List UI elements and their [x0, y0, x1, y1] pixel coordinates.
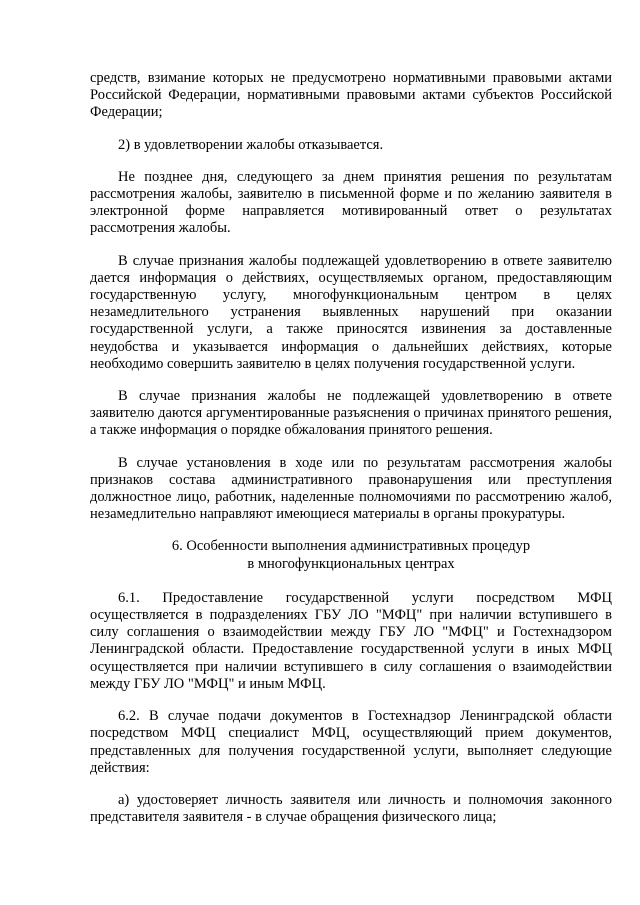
- document-page: [90, 70, 612, 841]
- section-heading: [90, 538, 612, 572]
- section-heading-line-2: в многофункциональных центрах: [247, 555, 455, 572]
- paragraph-prosecutor: В случае установления в ходе или по результатам рассмотрения жалобы признаков состава административного правонарушения или преступления должностное лицо, работник, наделенные полномочиями по рассмотрению жалоб, незамедлительно направляют имеющиеся материалы в органы прокуратуры.: [90, 454, 612, 523]
- paragraph-deadline: Не позднее дня, следующего за днем принятия решения по результатам рассмотрения жалобы, заявителю в письменной форме и по желанию заявителя в электронной форме направляется мотивированный ответ о результатах рассмотрения жалобы.: [90, 168, 612, 237]
- section-heading-line-1: 6. Особенности выполнения административных процедур: [171, 538, 531, 555]
- paragraph-not-satisfied: В случае признания жалобы не подлежащей удовлетворению в ответе заявителю даются аргументированные разъяснения о причинах принятого решения, а также информация о порядке обжалования принятого решения.: [90, 388, 612, 439]
- paragraph-6-2-a: а) удостоверяет личность заявителя или личность и полномочия законного представителя заявителя - в случае обращения физического лица;: [90, 791, 612, 826]
- paragraph-6-2: 6.2. В случае подачи документов в Гостехнадзор Ленинградской области посредством МФЦ специалист МФЦ, осуществляющий прием документов, представленных для получения государственной услуги, выполняет следующие действия:: [90, 708, 612, 776]
- paragraph-refuse: 2) в удовлетворении жалобы отказывается.: [118, 136, 384, 153]
- paragraph-continued: средств, взимание которых не предусмотрено нормативными правовыми актами Российской Федерации, нормативными правовыми актами субъектов Российской Федерации;: [90, 70, 612, 121]
- paragraph-6-1: 6.1. Предоставление государственной услуги посредством МФЦ осуществляется в подразделениях ГБУ ЛО "МФЦ" при наличии вступившего в силу соглашения о взаимодействии между ГБУ ЛО "МФЦ" и Гостехнадзором Ленинградской области. Предоставление государственной услуги в иных МФЦ осуществляется при наличии вступившего в силу соглашения о взаимодействии между ГБУ ЛО "МФЦ" и иным МФЦ.: [90, 589, 612, 692]
- paragraph-satisfied: В случае признания жалобы подлежащей удовлетворению в ответе заявителю дается информация о действиях, осуществляемых органом, предоставляющим государственную услугу, многофункциональным центром в целях незамедлительного устранения выявленных нарушений при оказании государственной услуги, а также приносятся извинения за доставленные неудобства и указывается информация о дальнейших действиях, которые необходимо совершить заявителю в целях получения государственной услуги.: [90, 252, 612, 372]
